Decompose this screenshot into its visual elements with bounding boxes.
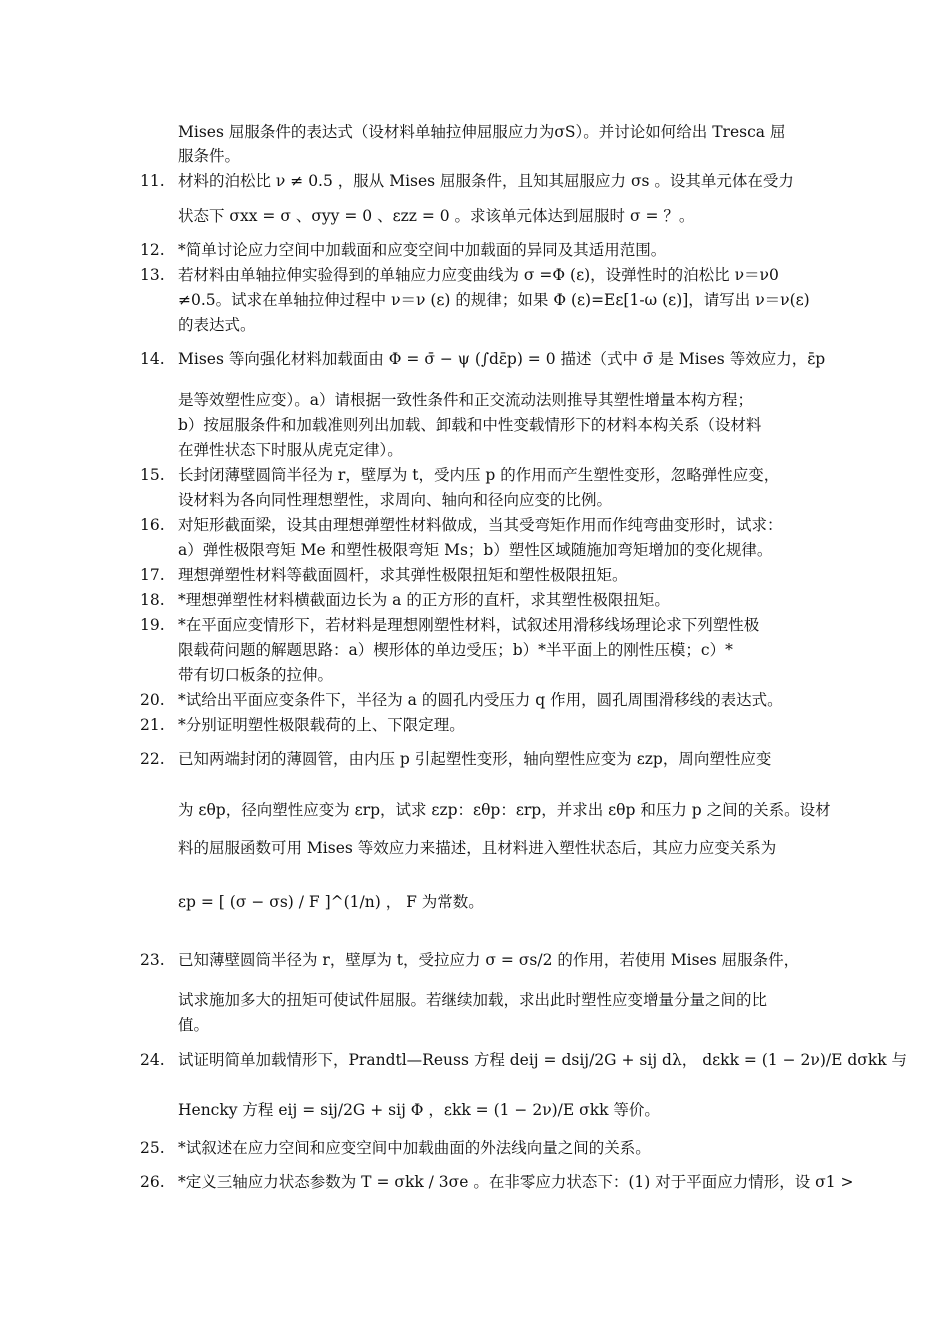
question-number: 18. — [140, 591, 165, 609]
text-line: a）弹性极限弯矩 Me 和塑性极限弯矩 Ms；b）塑性区域随施加弯矩增加的变化规律。 — [178, 541, 773, 559]
text-line: 对矩形截面梁，设其由理想弹塑性材料做成，当其受弯矩作用而作纯弯曲变形时，试求： — [178, 516, 783, 534]
text-line: ≠0.5。试求在单轴拉伸过程中 ν＝ν (ε) 的规律；如果 Φ (ε)=Eε[1-ω (ε)]，请写出 ν＝ν(ε) — [178, 291, 810, 309]
question-number: 23. — [140, 951, 165, 969]
question-number: 13. — [140, 266, 165, 284]
text-line: *试叙述在应力空间和应变空间中加载曲面的外法线向量之间的关系。 — [178, 1139, 651, 1157]
question-number: 12. — [140, 241, 165, 259]
question-number: 20. — [140, 691, 165, 709]
text-line: 已知薄壁圆筒半径为 r，壁厚为 t，受拉应力 σ = σs/2 的作用，若使用 Mises 屈服条件， — [178, 951, 800, 969]
question-number: 15. — [140, 466, 165, 484]
text-line: 长封闭薄壁圆筒半径为 r，壁厚为 t，受内压 p 的作用而产生塑性变形，忽略弹性应变， — [178, 466, 780, 484]
question-number: 26. — [140, 1173, 165, 1191]
question-number: 21. — [140, 716, 165, 734]
text-line: 若材料由单轴拉伸实验得到的单轴应力应变曲线为 σ =Φ (ε)，设弹性时的泊松比 ν＝ν0 — [178, 266, 779, 284]
question-number: 11. — [140, 172, 165, 190]
text-line: 材料的泊松比 ν ≠ 0.5 ，服从 Mises 屈服条件，且知其屈服应力 σs 。设其单元体在受力 — [178, 172, 794, 190]
question-number: 24. — [140, 1051, 165, 1069]
text-line: *定义三轴应力状态参数为 T = σkk / 3σe 。在非零应力状态下：(1) 对于平面应力情形，设 σ1 > — [178, 1173, 854, 1191]
text-line: 试证明简单加载情形下，Prandtl—Reuss 方程 deij = dsij/2G + sij dλ， dεkk = (1 − 2ν)/E dσkk 与 — [178, 1051, 908, 1069]
text-line: εp = [ (σ − σs) / F ]^(1/n) ， F 为常数。 — [178, 893, 484, 911]
text-line: 试求施加多大的扭矩可使试件屈服。若继续加载，求出此时塑性应变增量分量之间的比 — [178, 991, 768, 1009]
text-line: 服条件。 — [178, 147, 241, 165]
text-line: Mises 等向强化材料加载面由 Φ = σ̄ − ψ (∫dε̄p) = 0 描述（式中 σ̄ 是 Mises 等效应力，ε̄p — [178, 350, 826, 368]
text-line: 料的屈服函数可用 Mises 等效应力来描述，且材料进入塑性状态后，其应力应变关系为 — [178, 839, 777, 857]
text-line: 在弹性状态下时服从虎克定律）。 — [178, 441, 403, 459]
text-line: *试给出平面应变条件下，半径为 a 的圆孔内受压力 q 作用，圆孔周围滑移线的表达式。 — [178, 691, 783, 709]
text-line: 带有切口板条的拉伸。 — [178, 666, 334, 684]
text-line: 设材料为各向同性理想塑性，求周向、轴向和径向应变的比例。 — [178, 491, 613, 509]
question-number: 17. — [140, 566, 165, 584]
text-line: b）按屈服条件和加载准则列出加载、卸载和中性变载情形下的材料本构关系（设材料 — [178, 416, 762, 434]
text-line: Hencky 方程 eij = sij/2G + sij Φ ，εkk = (1 − 2ν)/E σkk 等价。 — [178, 1101, 660, 1119]
text-line: 是等效塑性应变）。a）请根据一致性条件和正交流动法则推导其塑性增量本构方程； — [178, 391, 753, 409]
text-line: 值。 — [178, 1016, 210, 1034]
text-line: *简单讨论应力空间中加载面和应变空间中加载面的异同及其适用范围。 — [178, 241, 667, 259]
text-line: Mises 屈服条件的表达式（设材料单轴拉伸屈服应力为σS）。并讨论如何给出 Tresca 屈 — [178, 123, 786, 141]
text-line: *在平面应变情形下，若材料是理想刚塑性材料，试叙述用滑移线场理论求下列塑性极 — [178, 616, 760, 634]
question-number: 25. — [140, 1139, 165, 1157]
text-line: 的表达式。 — [178, 316, 256, 334]
text-line: 为 εθp，径向塑性应变为 εrp，试求 εzp：εθp：εrp，并求出 εθp 和压力 p 之间的关系。设材 — [178, 801, 831, 819]
text-line: *理想弹塑性材料横截面边长为 a 的正方形的直杆，求其塑性极限扭矩。 — [178, 591, 670, 609]
text-line: 理想弹塑性材料等截面圆杆，求其弹性极限扭矩和塑性极限扭矩。 — [178, 566, 628, 584]
question-number: 14. — [140, 350, 165, 368]
text-line: *分别证明塑性极限载荷的上、下限定理。 — [178, 716, 465, 734]
text-line: 已知两端封闭的薄圆管，由内压 p 引起塑性变形，轴向塑性应变为 εzp，周向塑性应变 — [178, 750, 772, 768]
question-number: 16. — [140, 516, 165, 534]
question-number: 19. — [140, 616, 165, 634]
text-line: 限载荷问题的解题思路：a）楔形体的单边受压；b）*半平面上的刚性压模；c）* — [178, 641, 733, 659]
text-line: 状态下 σxx = σ 、σyy = 0 、εzz = 0 。求该单元体达到屈服时 σ = ？。 — [178, 207, 695, 225]
question-number: 22. — [140, 750, 165, 768]
